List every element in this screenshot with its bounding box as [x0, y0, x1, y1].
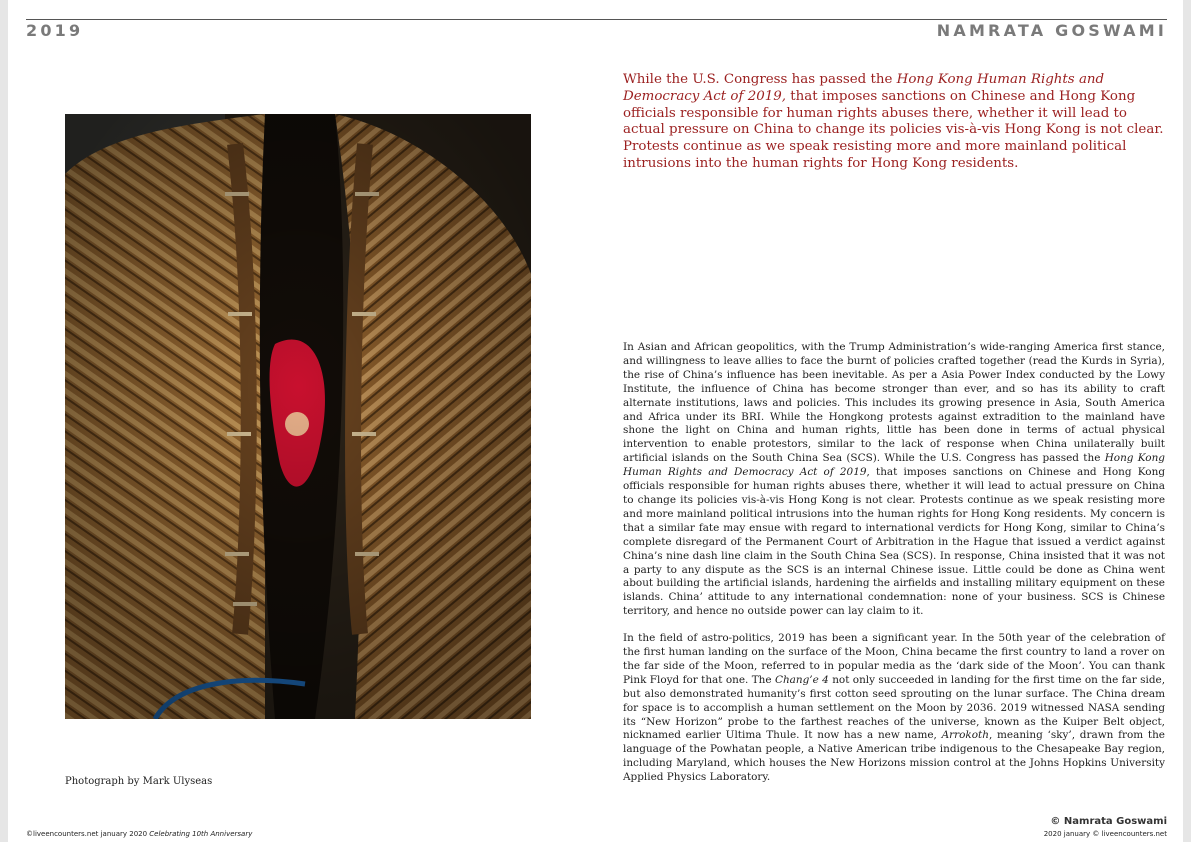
arrokoth-name: Arrokoth: [941, 729, 989, 742]
changE4-title: Chang’e 4: [774, 673, 829, 686]
basket-illustration: [65, 114, 531, 719]
header-year: 2019: [26, 21, 84, 40]
para-text-cont: , that imposes sanctions on Chinese and Hong Kong officials responsible for human rights abuses there, whether it will lead to actual pressure on China to change its policies vis-à-vis Hong Kong is not clear. Protests continue as we speak resisting more and more mainland political intrusions into the human rights for Hong Kong residents. My concern is that a similar fate may ensue with regard to international verdicts for Hong Kong, similar to China’s complete disregard of the Permanent Court of Arbitration in the Hague that issued a verdict against China’s nine dash line claim in the South China Sea (SCS). In response, China insisted that it was not a party to any dispute as the SCS is an internal Chinese issue. Little could be done as China went about building the artificial islands, hardening the airfields and installing military equipment on these islands. China’ attitude to any international condemnation: none of your business. SCS is Chinese territory, and hence no outside power can lay claim to it.: [623, 466, 1165, 618]
pull-quote: [623, 72, 1165, 173]
left-margin-bar: [0, 0, 8, 842]
footer-left-text: ©liveencounters.net january 2020: [26, 830, 150, 838]
article-body: [623, 341, 1165, 798]
para-text: In Asian and African geopolitics, with the Trump Administration’s wide-ranging America first stance, and willingness to leave allies to face the burnt of policies crafted together (read the Kurds in Syria), the rise of China’s influence has been inevitable. As per a Asia Power Index conducted by the Lowy Institute, the influence of China has become stronger than ever, and so has its ability to craft alternate institutions, laws and policies. This includes its growing presence in Asia, South America and Africa under its BRI. While the Hongkong protests against extradition to the mainland have shone the light on China and human rights, little has been done in terms of actual physical intervention to enable protestors, similar to the lack of response when China unilaterally built artificial islands on the South China Sea (SCS). While the U.S. Congress has passed the: [623, 341, 1165, 465]
footer-left: [26, 830, 252, 838]
photo-caption: Photograph by Mark Ulyseas: [65, 776, 213, 787]
para-text: In the field of astro-politics, 2019 has been a significant year. In the 50th year of the celebration of the first human landing on the surface of the Moon, China became the first country to land a rover on the far side of the Moon, referred to in popular media as the ‘dark side of the Moon’. You can thank Pink Floyd for that one. The: [623, 632, 1165, 686]
body-paragraph-astropolitics: [623, 632, 1165, 785]
act-title: Hong Kong Human Rights and Democracy Act of 2019: [623, 452, 1165, 479]
copyright-notice: © Namrata Goswami: [1050, 816, 1167, 827]
pull-quote-act-title: Hong Kong Human Rights and Democracy Act of 2019,: [623, 72, 1105, 104]
footer-right: 2020 january © liveencounters.net: [1043, 830, 1167, 838]
para-text-cont: not only succeeded in landing for the first time on the far side, but also demonstrated humanity’s first cotton seed sprouting on the lunar surface. The China dream for space is to accomplish a human settlement on the Moon by 2036. 2019 witnessed NASA sending its “New Horizon” probe to the farthest reaches of the universe, known as the Kuiper Belt object, nicknamed earlier Ultima Thule. It now has a new name,: [623, 673, 1166, 742]
pull-quote-text-cont: that imposes sanctions on Chinese and Hong Kong officials responsible for human rights abuses there, whether it will lead to actual pressure on China to change its policies vis-à-vis Hong Kong is not clear. Protests continue as we speak resisting more and more mainland political intrusions into the human rights for Hong Kong residents.: [623, 88, 1164, 171]
body-paragraph-geopolitics: [623, 341, 1165, 619]
para-text-end: , meaning ‘sky’, drawn from the language of the Powhatan people, a Native American tribe indigenous to the Chesapeake Bay region, including Maryland, which houses the New Horizons mission control at the Johns Hopkins University Applied Physics Laboratory.: [623, 729, 1165, 784]
right-margin-bar: [1183, 0, 1191, 842]
pull-quote-text: While the U.S. Congress has passed the: [623, 72, 897, 87]
header-author: NAMRATA GOSWAMI: [936, 21, 1167, 40]
basket-photograph: [65, 114, 531, 719]
footer-anniversary: Celebrating 10th Anniversary: [149, 830, 253, 838]
header-rule: [26, 19, 1167, 20]
